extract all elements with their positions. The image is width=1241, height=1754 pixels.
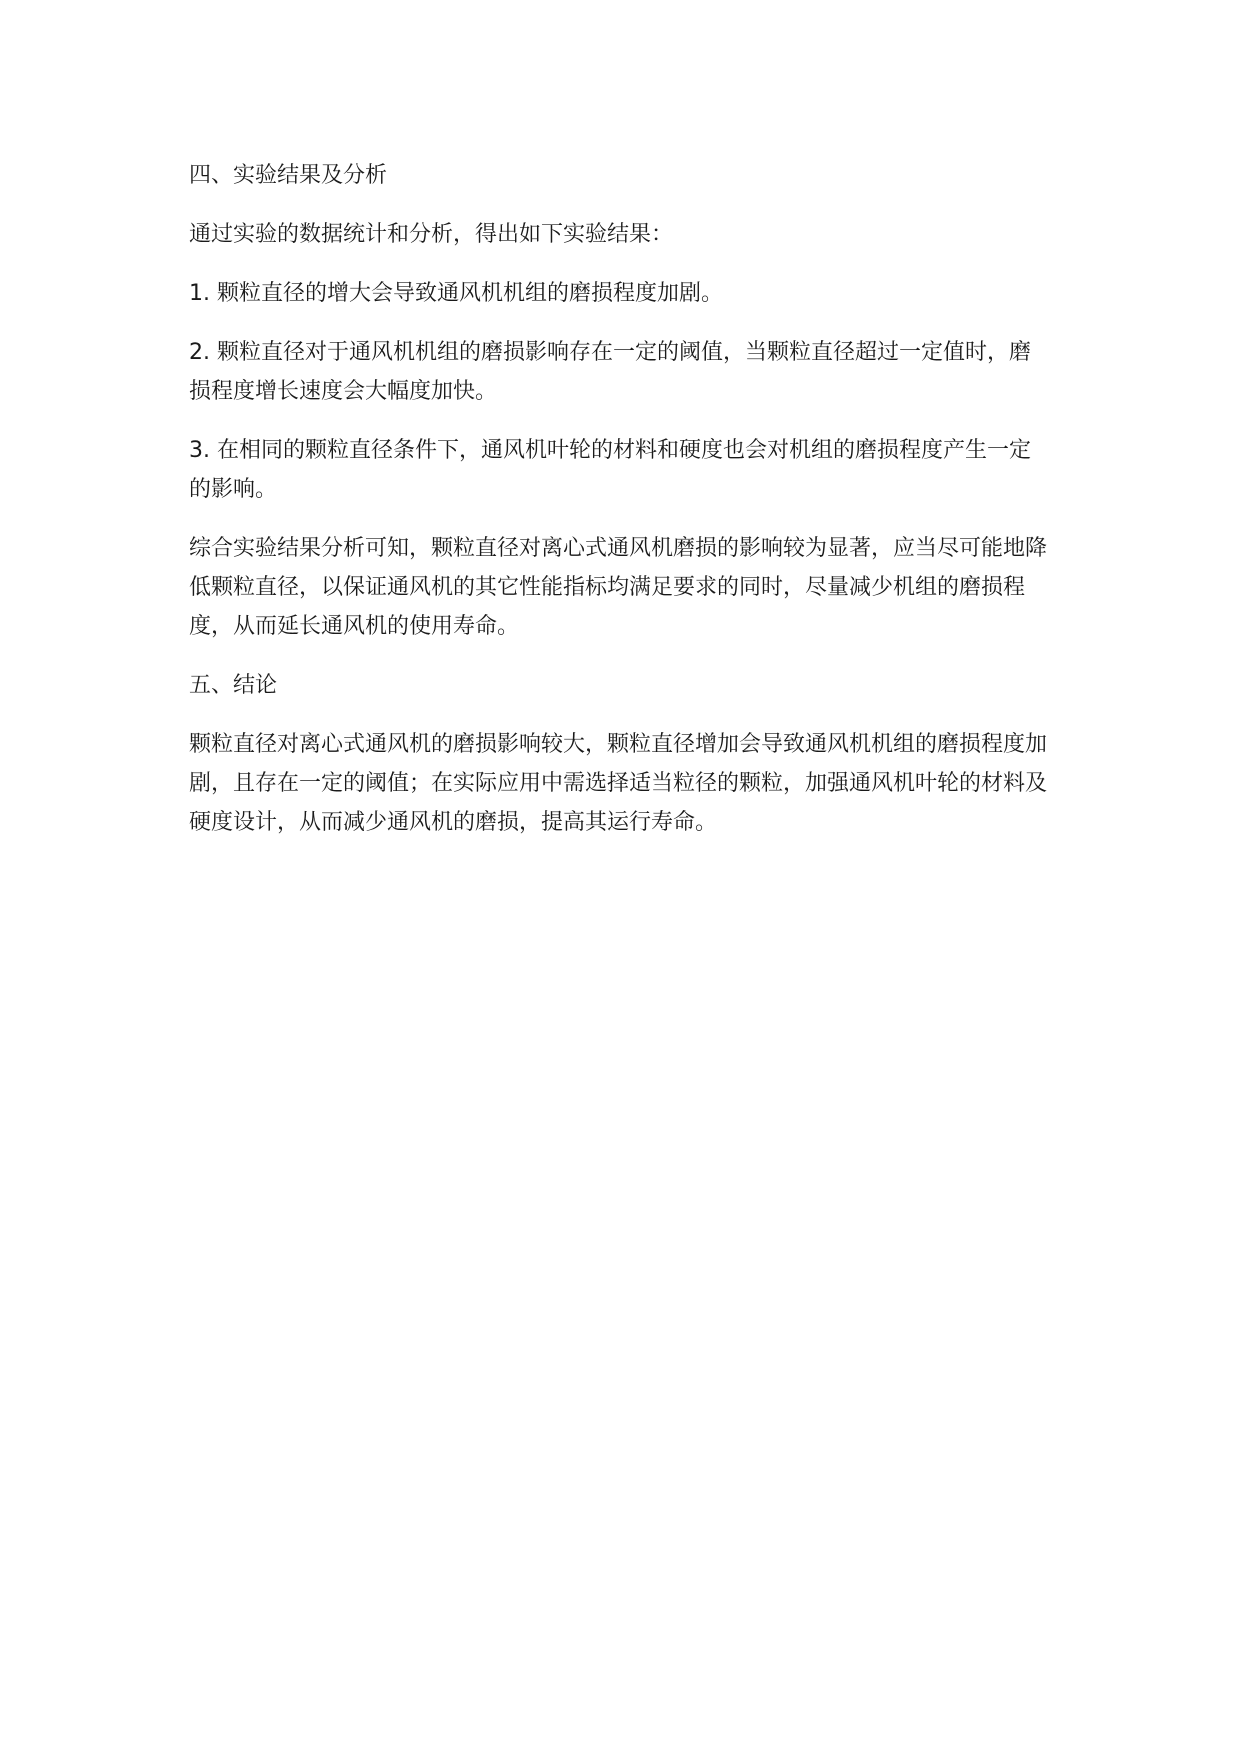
result-item-3: 3. 在相同的颗粒直径条件下，通风机叶轮的材料和硬度也会对机组的磨损程度产生一定的影响。 bbox=[189, 438, 1031, 502]
result-item-2: 2. 颗粒直径对于通风机机组的磨损影响存在一定的阈值，当颗粒直径超过一定值时，磨损程度增长速度会大幅度加快。 bbox=[189, 340, 1031, 404]
section-heading-results: 四、实验结果及分析 bbox=[189, 163, 388, 188]
conclusion-body: 颗粒直径对离心式通风机的磨损影响较大，颗粒直径增加会导致通风机机组的磨损程度加剧，且存在一定的阈值；在实际应用中需选择适当粒径的颗粒，加强通风机叶轮的材料及硬度设计，从而减少通风机的磨损，提高其运行寿命。 bbox=[189, 732, 1048, 835]
results-summary: 综合实验结果分析可知，颗粒直径对离心式通风机磨损的影响较为显著，应当尽可能地降低颗粒直径，以保证通风机的其它性能指标均满足要求的同时，尽量减少机组的磨损程度，从而延长通风机的使用寿命。 bbox=[189, 536, 1048, 639]
result-item-1: 1. 颗粒直径的增大会导致通风机机组的磨损程度加剧。 bbox=[189, 281, 723, 306]
document-body bbox=[189, 156, 1049, 862]
section-heading-conclusion: 五、结论 bbox=[189, 673, 278, 698]
results-intro: 通过实验的数据统计和分析，得出如下实验结果： bbox=[189, 222, 674, 247]
